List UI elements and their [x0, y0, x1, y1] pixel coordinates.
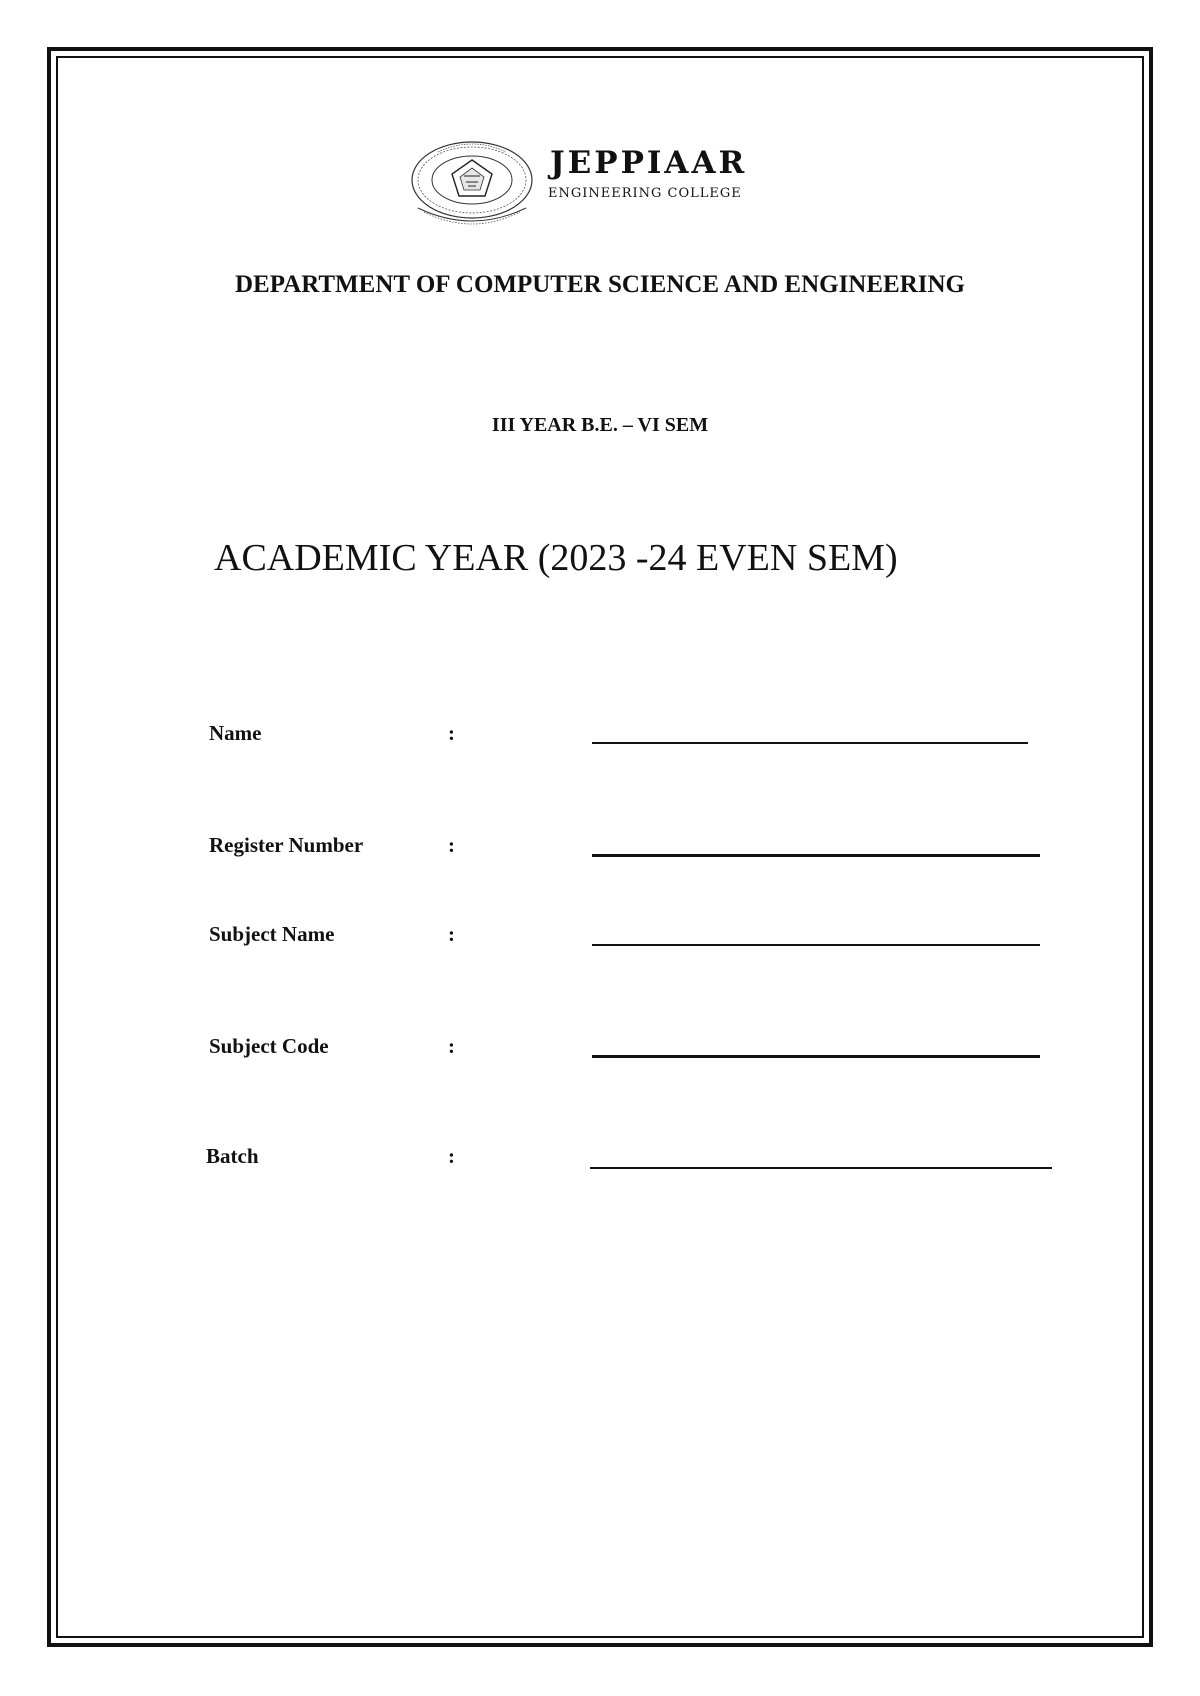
subject-name-field[interactable]: [592, 944, 1040, 946]
name-colon: :: [448, 721, 455, 745]
college-subtitle: ENGINEERING COLLEGE: [548, 186, 742, 201]
college-logo: [408, 138, 828, 228]
academic-year-title: ACADEMIC YEAR (2023 -24 EVEN SEM): [214, 537, 898, 579]
subject-name-colon: :: [448, 922, 455, 946]
register-number-field[interactable]: [592, 854, 1040, 857]
college-seal-icon: [408, 138, 536, 228]
subject-code-colon: :: [448, 1034, 455, 1058]
batch-field[interactable]: [590, 1167, 1052, 1169]
subject-code-label: Subject Code: [209, 1034, 329, 1058]
year-semester: III YEAR B.E. – VI SEM: [491, 414, 709, 436]
batch-colon: :: [448, 1144, 455, 1168]
register-number-colon: :: [448, 833, 455, 857]
register-number-label: Register Number: [209, 833, 364, 857]
name-label: Name: [209, 721, 262, 745]
department-title: DEPARTMENT OF COMPUTER SCIENCE AND ENGINEERING: [235, 271, 965, 298]
subject-name-label: Subject Name: [209, 922, 335, 946]
college-name: JEPPIAAR: [550, 145, 748, 181]
subject-code-field[interactable]: [592, 1055, 1040, 1058]
batch-label: Batch: [206, 1144, 259, 1168]
name-field[interactable]: [592, 742, 1028, 744]
